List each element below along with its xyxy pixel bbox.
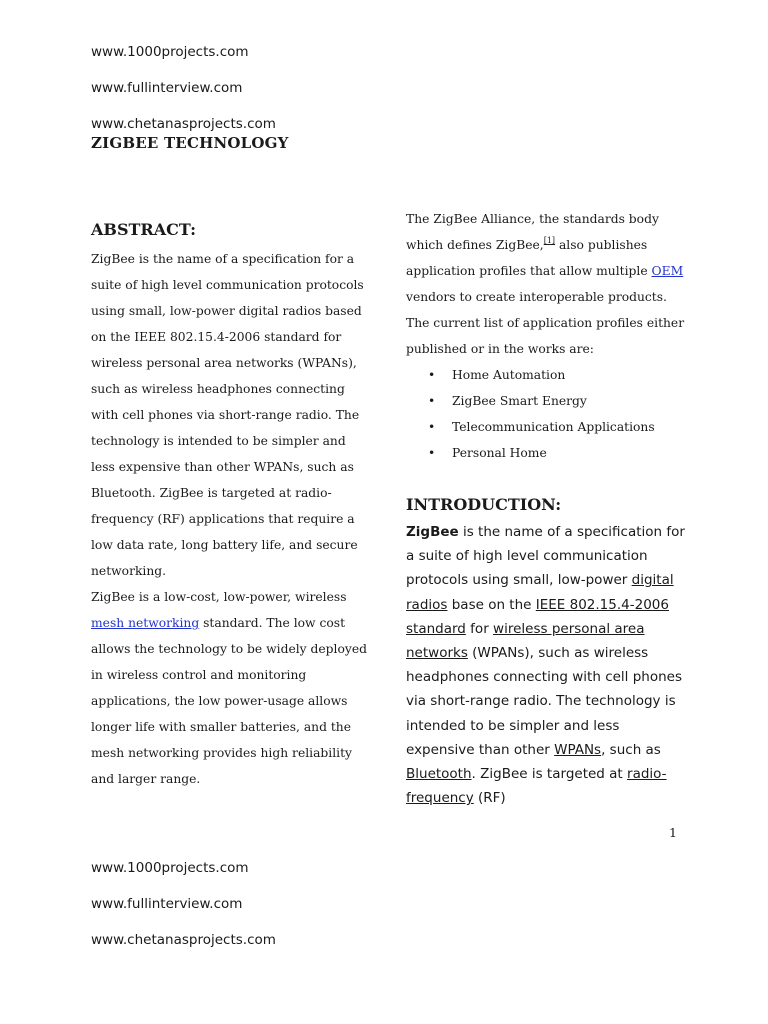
standard-link[interactable]: standard <box>406 620 466 637</box>
ieee-802-15-4-link[interactable]: IEEE 802.15.4-2006 <box>535 596 669 613</box>
wpan-link[interactable]: wireless personal area networks <box>406 620 645 662</box>
page-number: 1 <box>669 825 677 840</box>
list-item <box>406 362 686 388</box>
introduction-heading: INTRODUCTION: <box>406 495 562 514</box>
bullet-icon: • <box>428 368 436 382</box>
intro-text-5: (WPANs), such as wireless headphones connecting with cell phones via short-range radio. The technology is intended to be simpler and less expensive than other <box>406 645 682 758</box>
header-site-chetanasprojects: www.chetanasprojects.com <box>91 116 276 132</box>
document-title: ZIGBEE TECHNOLOGY <box>91 134 289 152</box>
intro-text-7: . ZigBee is targeted at <box>471 766 628 783</box>
intro-text-6: , such as <box>601 741 661 758</box>
list-item <box>406 440 686 466</box>
bullet-icon: • <box>428 420 436 434</box>
header-site-fullinterview: www.fullinterview.com <box>91 80 243 96</box>
bullet-icon: • <box>428 394 436 408</box>
intro-text-1: is the name of a specification for a suite of high level communication protocols using small, low-power <box>406 524 685 589</box>
list-item-label: Telecommunication Applications <box>452 420 655 434</box>
bluetooth-link[interactable]: Bluetooth <box>406 766 472 783</box>
footer-site-1000projects: www.1000projects.com <box>91 860 249 876</box>
intro-text-8: (RF) <box>473 790 506 807</box>
introduction-paragraph <box>406 520 691 810</box>
list-item <box>406 388 686 414</box>
alliance-text-a: The ZigBee Alliance, the standards body which defines ZigBee, <box>406 212 659 252</box>
header-site-1000projects: www.1000projects.com <box>91 44 249 60</box>
wpans-link[interactable]: WPANs <box>554 741 602 758</box>
abstract-heading: ABSTRACT: <box>91 220 197 239</box>
alliance-text-c: vendors to create interoperable products. The current list of application profiles either published or in the works are: <box>406 290 685 356</box>
intro-text-4: for <box>465 620 494 637</box>
abstract-paragraph-1: ZigBee is the name of a specification for a suite of high level communication protocols using small, low-power digital radios based on the IEEE 802.15.4-2006 standard for wireless personal area networks (WPANs), such as wireless headphones connecting with cell phones via short-range radio. The technology is intended to be simpler and less expensive than other WPANs, such as Bluetooth. ZigBee is targeted at radio-frequency (RF) applications that require a low data rate, long battery life, and secure networking. <box>91 252 364 578</box>
list-item <box>406 414 686 440</box>
alliance-text-b: also publishes application profiles that allow multiple <box>406 238 652 278</box>
abstract-paragraph-2 <box>91 584 371 792</box>
bullet-icon: • <box>428 446 436 460</box>
list-item-label: Home Automation <box>452 368 566 382</box>
application-profiles-list <box>406 362 686 466</box>
introduction-body <box>406 520 691 810</box>
abstract-p2-text-b: standard. The low cost allows the technology to be widely deployed in wireless control and monitoring applications, the low power-usage allows longer life with smaller batteries, and the mesh networking provides high reliability and larger range. <box>91 616 367 786</box>
citation-1-link[interactable]: [1] <box>543 236 556 245</box>
list-item-label: Personal Home <box>452 446 547 460</box>
digital-radios-link[interactable]: digital radios <box>406 572 674 613</box>
abstract-body <box>91 246 371 792</box>
footer-site-chetanasprojects: www.chetanasprojects.com <box>91 932 276 948</box>
intro-zigbee-bold: ZigBee <box>406 524 459 540</box>
footer-site-fullinterview: www.fullinterview.com <box>91 896 243 912</box>
alliance-paragraph <box>406 206 686 362</box>
abstract-p2-text-a: ZigBee is a low-cost, low-power, wireless <box>91 590 347 604</box>
oem-link[interactable]: OEM <box>651 264 684 278</box>
list-item-label: ZigBee Smart Energy <box>452 394 587 408</box>
radio-frequency-link[interactable]: radio-frequency <box>406 766 667 807</box>
alliance-section <box>406 206 686 466</box>
mesh-networking-link[interactable]: mesh networking <box>91 616 200 630</box>
intro-text-2: base on the <box>447 596 536 613</box>
